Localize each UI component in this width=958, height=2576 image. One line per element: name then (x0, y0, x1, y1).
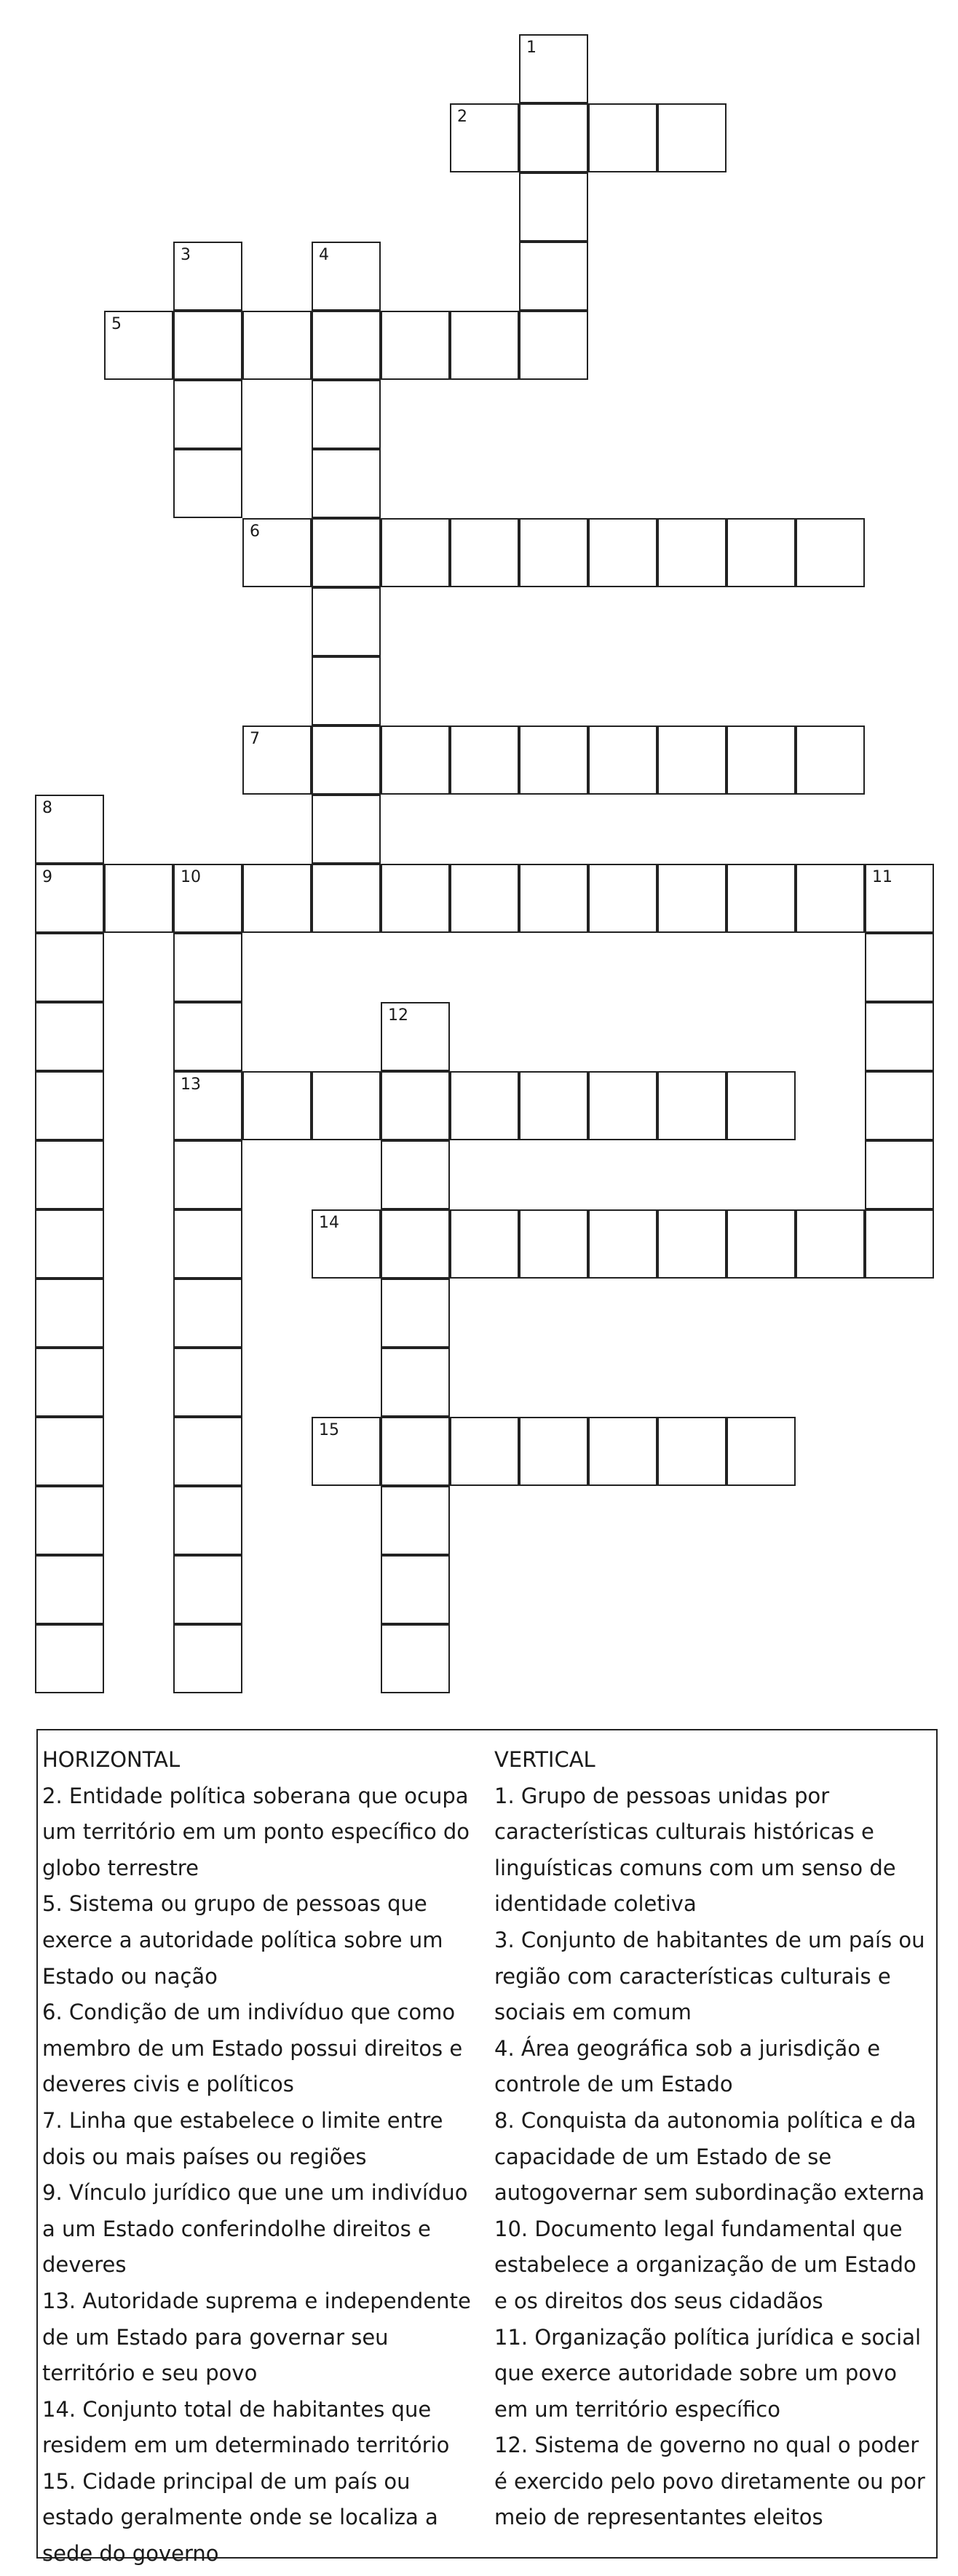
clue-v1: 1. Grupo de pessoas unidas por características culturais históricas e linguísticas comuns com um senso de identidade coletiva (494, 1783, 896, 1917)
horizontal-clues (42, 1742, 486, 2572)
crossword-cell[interactable] (312, 795, 381, 864)
crossword-cell[interactable] (588, 518, 657, 587)
crossword-cell[interactable] (381, 1209, 450, 1279)
crossword-cell[interactable] (173, 1279, 242, 1348)
crossword-cell[interactable] (796, 518, 865, 587)
clues-box (36, 1729, 938, 2567)
crossword-cell[interactable] (865, 1002, 934, 1071)
clue-v10: 10. Documento legal fundamental que estabelece a organização de um Estado e os direitos dos seus cidadãos (494, 2216, 917, 2313)
clue-h13: 13. Autoridade suprema e independente de um Estado para governar seu território e seu povo (42, 2288, 471, 2386)
crossword-cell[interactable] (35, 1348, 104, 1417)
crossword-cell[interactable] (173, 1209, 242, 1279)
crossword-cell[interactable] (796, 1209, 865, 1279)
crossword-cell[interactable] (381, 1071, 450, 1140)
crossword-cell[interactable] (173, 242, 242, 311)
clue-h2: 2. Entidade política soberana que ocupa um território em um ponto específico do globo terrestre (42, 1783, 470, 1880)
crossword-cell[interactable] (173, 1348, 242, 1417)
crossword-cell[interactable] (796, 726, 865, 795)
crossword-cell[interactable] (450, 864, 519, 933)
crossword-cell[interactable] (450, 1209, 519, 1279)
crossword-cell[interactable] (35, 1209, 104, 1279)
crossword-cell[interactable] (865, 1071, 934, 1140)
clue-h6: 6. Condição de um indivíduo que como membro de um Estado possui direitos e deveres civis e políticos (42, 2000, 463, 2097)
crossword-cell[interactable] (865, 864, 934, 933)
crossword-cell[interactable] (450, 726, 519, 795)
crossword-cell[interactable] (727, 1209, 796, 1279)
crossword-cell[interactable] (519, 34, 588, 103)
crossword-cell[interactable] (519, 864, 588, 933)
crossword-cell[interactable] (312, 380, 381, 449)
clue-h5: 5. Sistema ou grupo de pessoas que exerce a autoridade política sobre um Estado ou nação (42, 1891, 443, 1989)
cell-number: 9 (42, 868, 52, 886)
crossword-cell[interactable] (657, 726, 727, 795)
cell-number: 6 (250, 522, 260, 541)
crossword-cell[interactable] (312, 518, 381, 587)
crossword-cell[interactable] (104, 864, 173, 933)
crossword-cell[interactable] (35, 1555, 104, 1624)
crossword-cell[interactable] (173, 380, 242, 449)
crossword-cell[interactable] (35, 864, 104, 933)
crossword-cell[interactable] (173, 1624, 242, 1693)
crossword-cell[interactable] (519, 242, 588, 311)
crossword-cell[interactable] (381, 1417, 450, 1486)
crossword-cell[interactable] (657, 518, 727, 587)
crossword-cell[interactable] (727, 1417, 796, 1486)
crossword-cell[interactable] (173, 1555, 242, 1624)
crossword-cell[interactable] (242, 864, 312, 933)
crossword-cell[interactable] (312, 311, 381, 380)
crossword-cell[interactable] (242, 311, 312, 380)
crossword-cell[interactable] (450, 1071, 519, 1140)
crossword-cell[interactable] (173, 1140, 242, 1209)
crossword-cell[interactable] (657, 1209, 727, 1279)
crossword-cell[interactable] (35, 1002, 104, 1071)
crossword-cell[interactable] (312, 1209, 381, 1279)
crossword-cell[interactable] (35, 1279, 104, 1348)
crossword-cell[interactable] (381, 311, 450, 380)
crossword-cell[interactable] (173, 311, 242, 380)
crossword-cell[interactable] (519, 311, 588, 380)
crossword-cell[interactable] (588, 726, 657, 795)
cell-number: 1 (526, 39, 537, 57)
cell-number: 8 (42, 799, 52, 817)
cell-number: 2 (457, 108, 467, 126)
cell-number: 11 (872, 868, 892, 886)
crossword-cell[interactable] (35, 1486, 104, 1555)
crossword-cell[interactable] (173, 449, 242, 518)
cell-number: 5 (111, 315, 122, 333)
clue-h9: 9. Vínculo jurídico que une um indivíduo a um Estado conferindolhe direitos e deveres (42, 2180, 468, 2278)
cell-number: 7 (250, 730, 260, 748)
clue-h14: 14. Conjunto total de habitantes que residem em um determinado território (42, 2396, 450, 2458)
cell-number: 12 (388, 1006, 408, 1025)
crossword-cell[interactable] (519, 1071, 588, 1140)
crossword-cell[interactable] (381, 518, 450, 587)
crossword-cell[interactable] (450, 103, 519, 172)
cell-number: 10 (181, 868, 201, 886)
vertical-clues (494, 1742, 931, 2536)
crossword-cell[interactable] (588, 1417, 657, 1486)
crossword-cell[interactable] (312, 726, 381, 795)
crossword-cell[interactable] (35, 1071, 104, 1140)
crossword-cell[interactable] (588, 1071, 657, 1140)
crossword-cell[interactable] (657, 1071, 727, 1140)
crossword-cell[interactable] (727, 518, 796, 587)
crossword-cell[interactable] (519, 1209, 588, 1279)
crossword-cell[interactable] (865, 1140, 934, 1209)
cell-number: 14 (319, 1214, 339, 1232)
crossword-cell[interactable] (519, 1417, 588, 1486)
crossword-cell[interactable] (381, 1555, 450, 1624)
crossword-cell[interactable] (242, 726, 312, 795)
crossword-cell[interactable] (381, 864, 450, 933)
crossword-cell[interactable] (381, 726, 450, 795)
crossword-cell[interactable] (104, 311, 173, 380)
crossword-cell[interactable] (865, 933, 934, 1002)
crossword-cell[interactable] (242, 1071, 312, 1140)
crossword-cell[interactable] (796, 864, 865, 933)
crossword-cell[interactable] (35, 1417, 104, 1486)
crossword-cell[interactable] (381, 1486, 450, 1555)
crossword-cell[interactable] (865, 1209, 934, 1279)
crossword-cell[interactable] (657, 864, 727, 933)
crossword-cell[interactable] (519, 518, 588, 587)
crossword-cell[interactable] (173, 864, 242, 933)
crossword-cell[interactable] (381, 1279, 450, 1348)
crossword-cell[interactable] (727, 726, 796, 795)
crossword-cell[interactable] (173, 1002, 242, 1071)
clue-h7: 7. Linha que estabelece o limite entre dois ou mais países ou regiões (42, 2107, 443, 2169)
horizontal-heading: HORIZONTAL (42, 1747, 181, 1772)
crossword-cell[interactable] (173, 1071, 242, 1140)
clue-v4: 4. Área geográfica sob a jurisdição e controle de um Estado (494, 2035, 881, 2097)
cell-number: 13 (181, 1076, 201, 1094)
crossword-cell[interactable] (312, 449, 381, 518)
clue-v3: 3. Conjunto de habitantes de um país ou região com características culturais e sociais em comum (494, 1927, 925, 2025)
crossword-cell[interactable] (312, 656, 381, 726)
cell-number: 4 (319, 246, 329, 264)
vertical-heading: VERTICAL (494, 1747, 595, 1772)
crossword-cell[interactable] (173, 1417, 242, 1486)
crossword-cell[interactable] (588, 1209, 657, 1279)
crossword-cell[interactable] (312, 1071, 381, 1140)
crossword-cell[interactable] (727, 1071, 796, 1140)
crossword-cell[interactable] (312, 242, 381, 311)
crossword-cell[interactable] (173, 1486, 242, 1555)
crossword-cell[interactable] (312, 1417, 381, 1486)
clue-v12: 12. Sistema de governo no qual o poder é exercido pelo povo diretamente ou por meio de representantes eleitos (494, 2433, 925, 2530)
crossword-cell[interactable] (381, 1348, 450, 1417)
clue-v8: 8. Conquista da autonomia política e da capacidade de um Estado de se autogovernar sem subordinação externa (494, 2107, 925, 2206)
crossword-cell[interactable] (35, 1624, 104, 1693)
crossword-cell[interactable] (519, 726, 588, 795)
clue-v11: 11. Organização política jurídica e social que exerce autoridade sobre um povo em um território específico (494, 2324, 922, 2422)
crossword-cell[interactable] (173, 933, 242, 1002)
crossword-cell[interactable] (588, 864, 657, 933)
crossword-cell[interactable] (312, 587, 381, 656)
crossword-cell[interactable] (657, 103, 727, 172)
crossword-cell[interactable] (450, 518, 519, 587)
crossword-cell[interactable] (312, 864, 381, 933)
crossword-cell[interactable] (242, 518, 312, 587)
cell-number: 3 (181, 246, 191, 264)
crossword-cell[interactable] (657, 1417, 727, 1486)
crossword-cell[interactable] (519, 103, 588, 172)
crossword-cell[interactable] (381, 1140, 450, 1209)
crossword-cell[interactable] (35, 795, 104, 864)
crossword-cell[interactable] (35, 933, 104, 1002)
crossword-cell[interactable] (588, 103, 657, 172)
crossword-cell[interactable] (450, 311, 519, 380)
crossword-cell[interactable] (727, 864, 796, 933)
clue-h15: 15. Cidade principal de um país ou estado geralmente onde se localiza a sede do governo (42, 2468, 438, 2567)
crossword-cell[interactable] (519, 172, 588, 242)
crossword-cell[interactable] (450, 1417, 519, 1486)
crossword-cell[interactable] (35, 1140, 104, 1209)
crossword-cell[interactable] (381, 1002, 450, 1071)
crossword-cell[interactable] (381, 1624, 450, 1693)
cell-number: 15 (319, 1421, 339, 1439)
